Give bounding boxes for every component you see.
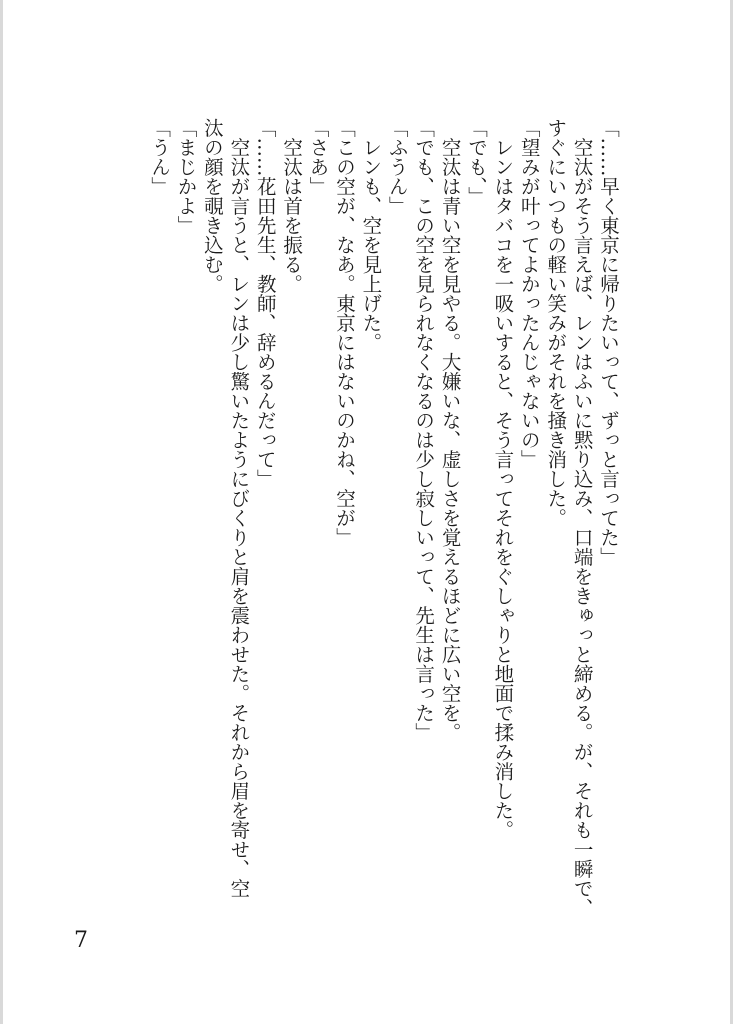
text-line: 汰の顔を覗き込む。 (200, 118, 224, 294)
text-line: 「うん」 (148, 118, 172, 196)
text-line: 空汰が言うと、レンは少し驚いたようにびくりと肩を震わせた。それから眉を寄せ、空 (227, 118, 251, 898)
text-line: 「でも、この空を見られなくなるのは少し寂しいって、先生は言った」 (412, 118, 436, 742)
vertical-text-body (146, 118, 621, 958)
text-line: 「でも、」 (464, 118, 488, 206)
text-line: 「ふうん」 (385, 118, 409, 216)
text-line: レンも、空を見上げた。 (359, 118, 383, 352)
text-line: 空汰は首を振る。 (280, 118, 304, 294)
text-line: 「望みが叶ってよかったんじゃないの」 (517, 118, 541, 469)
text-line: 「さあ」 (306, 118, 330, 196)
text-line: 「……早く東京に帰りたいって、ずっと言ってた」 (597, 118, 620, 567)
text-line: 空汰は青い空を見やる。大嫌いな、虚しさを覚えるほどに広い空を。 (438, 118, 462, 742)
text-line: 「まじかよ」 (174, 118, 198, 235)
text-line: 「この空が、なあ。東京にはないのかね、空が」 (332, 118, 356, 547)
text-line: すぐにいつもの軽い笑みがそれを掻き消した。 (544, 118, 568, 528)
text-line: 「……花田先生、教師、辞めるんだって」 (253, 118, 277, 489)
page-edge-left (0, 0, 3, 1024)
text-line: レンはタバコを一吸いすると、そう言ってそれをぐしゃりと地面で揉み消した。 (491, 118, 515, 840)
page-number: 7 (74, 928, 88, 953)
text-line: 空汰がそう言えば、レンはふいに黙り込み、口端をきゅっと締める。が、それも一瞬で、 (570, 118, 594, 918)
